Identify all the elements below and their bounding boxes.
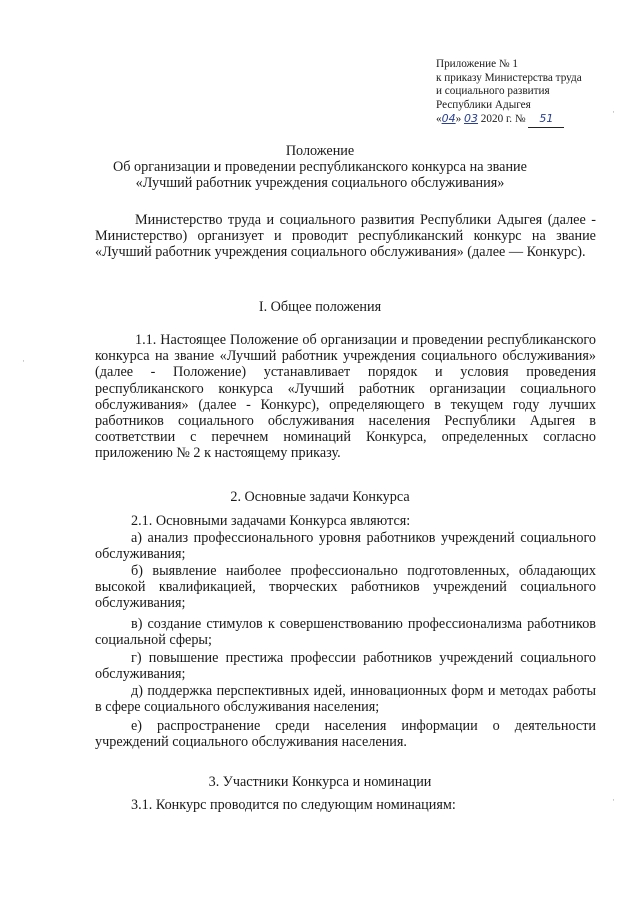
handwritten-month: 03 xyxy=(463,112,478,126)
task-item-f: е) распространение среди населения информации о деятельности учреждений социального обслуживания населения. xyxy=(95,718,596,751)
task-item-b: б) выявление наиболее профессионально подготовленных, обладающих высокой квалификацией, творческих работников учреждений социального обслуживания; xyxy=(95,563,596,612)
appendix-date-line: «04» 03 2020 г. № 51 xyxy=(436,112,626,128)
task-item-e: д) поддержка перспективных идей, инновационных форм и методах работы в сфере социального обслуживания населения; xyxy=(95,683,596,716)
scan-mark: · xyxy=(612,107,615,117)
appendix-line: Приложение № 1 xyxy=(436,58,518,70)
section3-heading: 3. Участники Конкурса и номинации xyxy=(208,774,432,790)
title-line: Об организации и проведении республиканского конкурса на звание xyxy=(113,159,527,175)
appendix-block xyxy=(436,58,626,128)
task-item-d: г) повышение престижа профессии работников учреждений социального обслуживания; xyxy=(95,650,596,683)
section1-heading: I. Общее положения xyxy=(258,299,382,315)
scan-mark: · xyxy=(22,356,25,366)
scan-mark: · xyxy=(612,795,615,805)
task-item-c: в) создание стимулов к совершенствованию профессионализма работников социальной сферы; xyxy=(95,616,596,649)
title-line: «Лучший работник учреждения социального обслуживания» xyxy=(135,175,505,191)
intro-paragraph: Министерство труда и социального развития Республики Адыгея (далее - Министерство) организует и проводит республиканский конкурс на звание «Лучший работник учреждения социального обслуживания» (далее — Конкурс). xyxy=(95,212,596,261)
section2-lead: 2.1. Основными задачами Конкурса являются: xyxy=(131,513,411,529)
appendix-line: и социального развития xyxy=(436,85,550,98)
document-title xyxy=(40,143,600,191)
handwritten-day: 04 xyxy=(441,112,456,126)
section2-heading: 2. Основные задачи Конкурса xyxy=(230,489,410,505)
title-line: Положение xyxy=(285,143,355,159)
task-item-a: а) анализ профессионального уровня работников учреждений социального обслуживания; xyxy=(95,530,596,563)
appendix-line: Республики Адыгея xyxy=(436,98,531,111)
appendix-line: к приказу Министерства труда xyxy=(436,71,582,84)
handwritten-number: 51 xyxy=(539,112,554,126)
section1-paragraph: 1.1. Настоящее Положение об организации и проведении республиканского конкурса на звание «Лучший работник учреждения социального обслуживания» (далее - Положение) устанавливает порядок и условия проведения республиканского конкурса «Лучший работник организации социального обслуживания» (далее - Конкурс), определяющего в текущем году лучших работников социального обслуживания населения Республики Адыгея в соответствии с перечнем номинаций Конкурса, определенных согласно приложению № 2 к настоящему приказу. xyxy=(95,332,596,462)
section3-lead: 3.1. Конкурс проводится по следующим номинациям: xyxy=(131,797,456,813)
